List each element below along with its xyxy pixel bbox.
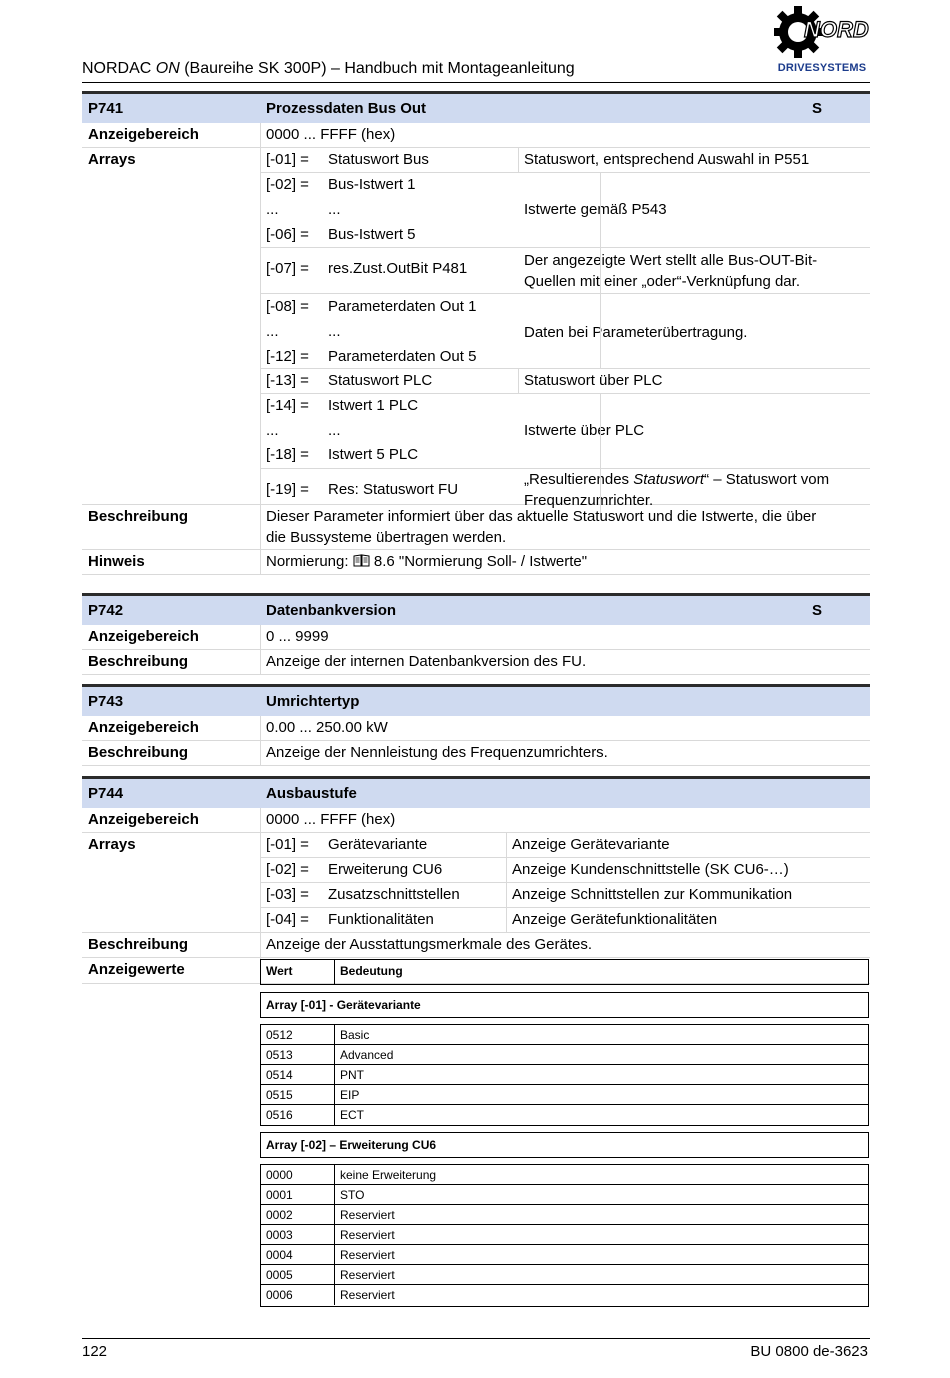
beschreibung-text: Anzeige der internen Datenbankversion des FU. xyxy=(266,653,587,670)
array-group-istwert xyxy=(260,173,870,248)
table-row xyxy=(261,1185,868,1205)
group-title-02 xyxy=(260,1132,869,1158)
desc-line: die Bussysteme übertragen werden. xyxy=(266,529,507,546)
param-p741 xyxy=(82,91,870,588)
param-number: P741 xyxy=(88,100,124,117)
array-index: [-13] = xyxy=(266,372,309,389)
cell-wert: 0515 xyxy=(266,1088,293,1102)
cell-bedeutung: STO xyxy=(340,1188,365,1202)
array-name: Erweiterung CU6 xyxy=(328,861,443,878)
cell-wert: 0512 xyxy=(266,1028,293,1042)
array-index: [-02] = xyxy=(266,176,309,193)
cell-bedeutung: Basic xyxy=(340,1028,370,1042)
arrays-row xyxy=(82,833,870,933)
array-entry xyxy=(260,469,870,509)
array-index: ... xyxy=(266,201,279,218)
desc-part: „Resultierendes xyxy=(524,471,634,488)
beschreibung-label: Beschreibung xyxy=(88,936,189,953)
values-table-header xyxy=(260,959,869,985)
array-index: [-03] = xyxy=(266,886,309,903)
array-name: Res: Statuswort FU xyxy=(328,481,459,498)
table-row xyxy=(261,1065,868,1085)
column-header-wert: Wert xyxy=(266,964,293,978)
cell-wert: 0514 xyxy=(266,1068,293,1082)
hinweis-label: Hinweis xyxy=(88,553,145,570)
beschreibung-row xyxy=(82,741,870,766)
cell-wert: 0003 xyxy=(266,1228,293,1242)
array-index: [-04] = xyxy=(266,911,309,928)
cell-wert: 0516 xyxy=(266,1108,293,1122)
range-value: 0000 ... FFFF (hex) xyxy=(266,811,396,828)
range-value: 0.00 ... 250.00 kW xyxy=(266,719,388,736)
array-desc: Anzeige Schnittstellen zur Kommunikation xyxy=(512,886,793,903)
param-p742 xyxy=(82,593,870,678)
array-desc: Anzeige Kundenschnittstelle (SK CU6-…) xyxy=(512,861,789,878)
cell-bedeutung: keine Erweiterung xyxy=(340,1168,437,1182)
param-header xyxy=(82,684,870,716)
hinweis-row xyxy=(82,550,870,575)
cell-wert: 0001 xyxy=(266,1188,293,1202)
cell-wert: 0002 xyxy=(266,1208,293,1222)
array-name: Zusatzschnittstellen xyxy=(328,886,460,903)
hinweis-prefix: Normierung: xyxy=(266,553,353,570)
array-index: [-07] = xyxy=(266,260,309,277)
param-p744 xyxy=(82,776,870,984)
cell-bedeutung: Reserviert xyxy=(340,1268,395,1282)
param-header xyxy=(82,776,870,808)
document-title xyxy=(82,60,575,78)
title-suffix: (Baureihe SK 300P) – Handbuch mit Montageanleitung xyxy=(179,60,575,77)
array-name: Istwert 5 PLC xyxy=(328,446,419,463)
range-row xyxy=(82,716,870,741)
desc-line: Der angezeigte Wert stellt alle Bus-OUT-Bit- xyxy=(524,252,818,269)
array-name: Funktionalitäten xyxy=(328,911,434,928)
array-index: [-02] = xyxy=(266,861,309,878)
cell-bedeutung: Reserviert xyxy=(340,1248,395,1262)
desc-part: “ – Statuswort vom xyxy=(704,471,830,488)
array-name: Bus-Istwert 1 xyxy=(328,176,416,193)
array-index: ... xyxy=(266,422,279,439)
array-index: [-18] = xyxy=(266,446,309,463)
table-row xyxy=(261,1025,868,1045)
param-name: Umrichtertyp xyxy=(266,693,360,710)
array-entry xyxy=(260,369,870,394)
hinweis-text xyxy=(266,553,587,570)
array-desc xyxy=(524,250,817,292)
array-entry xyxy=(260,883,870,908)
header-rule xyxy=(82,82,870,83)
table-row xyxy=(261,1265,868,1285)
array-group-plc xyxy=(260,394,870,469)
array-desc: Statuswort über PLC xyxy=(524,372,663,389)
arrays-label: Arrays xyxy=(88,151,136,168)
array-index: ... xyxy=(266,323,279,340)
array-entry xyxy=(260,148,870,173)
book-icon xyxy=(353,554,370,567)
document-number: BU 0800 de-3623 xyxy=(750,1343,868,1360)
footer-rule xyxy=(82,1338,870,1339)
cell-bedeutung: Advanced xyxy=(340,1048,394,1062)
array-index: [-12] = xyxy=(266,348,309,365)
param-number: P744 xyxy=(88,785,124,802)
param-name: Datenbankversion xyxy=(266,602,397,619)
array-entry xyxy=(260,833,870,858)
range-value: 0000 ... FFFF (hex) xyxy=(266,126,396,143)
array-index: [-14] = xyxy=(266,397,309,414)
desc-line: Dieser Parameter informiert über das aktuelle Statuswort und die Istwerte, die über xyxy=(266,508,817,525)
param-p743 xyxy=(82,684,870,769)
array-group-param xyxy=(260,294,870,369)
column-header-bedeutung: Bedeutung xyxy=(340,964,403,978)
logo-subtitle: DRIVESYSTEMS xyxy=(777,62,867,74)
beschreibung-row xyxy=(82,650,870,675)
array-name: Statuswort Bus xyxy=(328,151,429,168)
cell-bedeutung: EIP xyxy=(340,1088,360,1102)
range-row xyxy=(82,123,870,148)
cell-wert: 0513 xyxy=(266,1048,293,1062)
table-row xyxy=(261,1245,868,1265)
group-title: Array [-02] – Erweiterung CU6 xyxy=(266,1138,437,1152)
beschreibung-text: Anzeige der Nennleistung des Frequenzumrichters. xyxy=(266,744,608,761)
logo-wordmark: NORD xyxy=(804,17,869,42)
array-entry xyxy=(260,858,870,883)
array-index: [-19] = xyxy=(266,481,309,498)
cell-bedeutung: Reserviert xyxy=(340,1228,395,1242)
beschreibung-label: Beschreibung xyxy=(88,744,189,761)
cell-bedeutung: Reserviert xyxy=(340,1208,395,1222)
cell-wert: 0004 xyxy=(266,1248,293,1262)
array-index: [-06] = xyxy=(266,226,309,243)
table-row xyxy=(261,1205,868,1225)
cell-wert: 0006 xyxy=(266,1288,293,1302)
title-prefix: NORDAC xyxy=(82,60,156,77)
group-title-01 xyxy=(260,992,869,1018)
array-desc: Istwerte gemäß P543 xyxy=(524,201,667,218)
array-name: res.Zust.OutBit P481 xyxy=(328,260,468,277)
anzeigewerte-label: Anzeigewerte xyxy=(88,961,185,978)
array-name: ... xyxy=(328,422,341,439)
group-title: Array [-01] - Gerätevariante xyxy=(266,998,421,1012)
array-index: [-08] = xyxy=(266,298,309,315)
range-label: Anzeigebereich xyxy=(88,719,199,736)
beschreibung-text xyxy=(266,506,816,548)
param-header xyxy=(82,91,870,123)
cell-wert: 0000 xyxy=(266,1168,293,1182)
param-number: P743 xyxy=(88,693,124,710)
hinweis-link[interactable]: 8.6 "Normierung Soll- / Istwerte" xyxy=(369,553,588,570)
param-flag: S xyxy=(812,100,823,117)
table-row xyxy=(261,1045,868,1065)
desc-line: Frequenzumrichter. xyxy=(524,492,654,509)
param-header xyxy=(82,593,870,625)
page-number: 122 xyxy=(82,1343,108,1360)
cell-bedeutung: Reserviert xyxy=(340,1288,395,1302)
values-table-group2 xyxy=(260,1164,869,1307)
array-entry xyxy=(260,248,870,294)
table-row xyxy=(261,1085,868,1105)
desc-line: Quellen mit einer „oder“-Verknüpfung dar. xyxy=(524,273,800,290)
array-name: Parameterdaten Out 1 xyxy=(328,298,477,315)
param-name: Prozessdaten Bus Out xyxy=(266,100,427,117)
range-label: Anzeigebereich xyxy=(88,126,199,143)
range-row xyxy=(82,808,870,833)
cell-wert: 0005 xyxy=(266,1268,293,1282)
array-name: Parameterdaten Out 5 xyxy=(328,348,477,365)
param-flag: S xyxy=(812,602,823,619)
arrays-row xyxy=(82,148,870,509)
table-row xyxy=(261,1165,868,1185)
array-desc: Istwerte über PLC xyxy=(524,422,645,439)
array-name: Statuswort PLC xyxy=(328,372,433,389)
array-desc: Anzeige Gerätevariante xyxy=(512,836,670,853)
range-row xyxy=(82,625,870,650)
array-index: [-01] = xyxy=(266,836,309,853)
array-desc: Anzeige Gerätefunktionalitäten xyxy=(512,911,718,928)
array-name: ... xyxy=(328,201,341,218)
array-name: Gerätevariante xyxy=(328,836,428,853)
array-entry xyxy=(260,908,870,933)
array-name: Istwert 1 PLC xyxy=(328,397,419,414)
cell-bedeutung: ECT xyxy=(340,1108,364,1122)
beschreibung-row xyxy=(82,505,870,550)
table-row xyxy=(261,1105,868,1125)
array-index: [-01] = xyxy=(266,151,309,168)
values-table-group1 xyxy=(260,1024,869,1126)
array-name: Bus-Istwert 5 xyxy=(328,226,416,243)
cell-bedeutung: PNT xyxy=(340,1068,364,1082)
beschreibung-label: Beschreibung xyxy=(88,508,189,525)
beschreibung-label: Beschreibung xyxy=(88,653,189,670)
range-label: Anzeigebereich xyxy=(88,811,199,828)
array-desc: Daten bei Parameterübertragung. xyxy=(524,324,748,341)
array-desc: Statuswort, entsprechend Auswahl in P551 xyxy=(524,151,810,168)
desc-italic: Statuswort xyxy=(633,471,705,488)
param-name: Ausbaustufe xyxy=(266,785,357,802)
table-row xyxy=(261,1285,868,1305)
beschreibung-row xyxy=(82,933,870,958)
title-italic: ON xyxy=(155,60,180,77)
arrays-label: Arrays xyxy=(88,836,136,853)
range-label: Anzeigebereich xyxy=(88,628,199,645)
table-row xyxy=(261,1225,868,1245)
param-number: P742 xyxy=(88,602,124,619)
beschreibung-text: Anzeige der Ausstattungsmerkmale des Gerätes. xyxy=(266,936,593,953)
range-value: 0 ... 9999 xyxy=(266,628,329,645)
array-name: ... xyxy=(328,323,341,340)
